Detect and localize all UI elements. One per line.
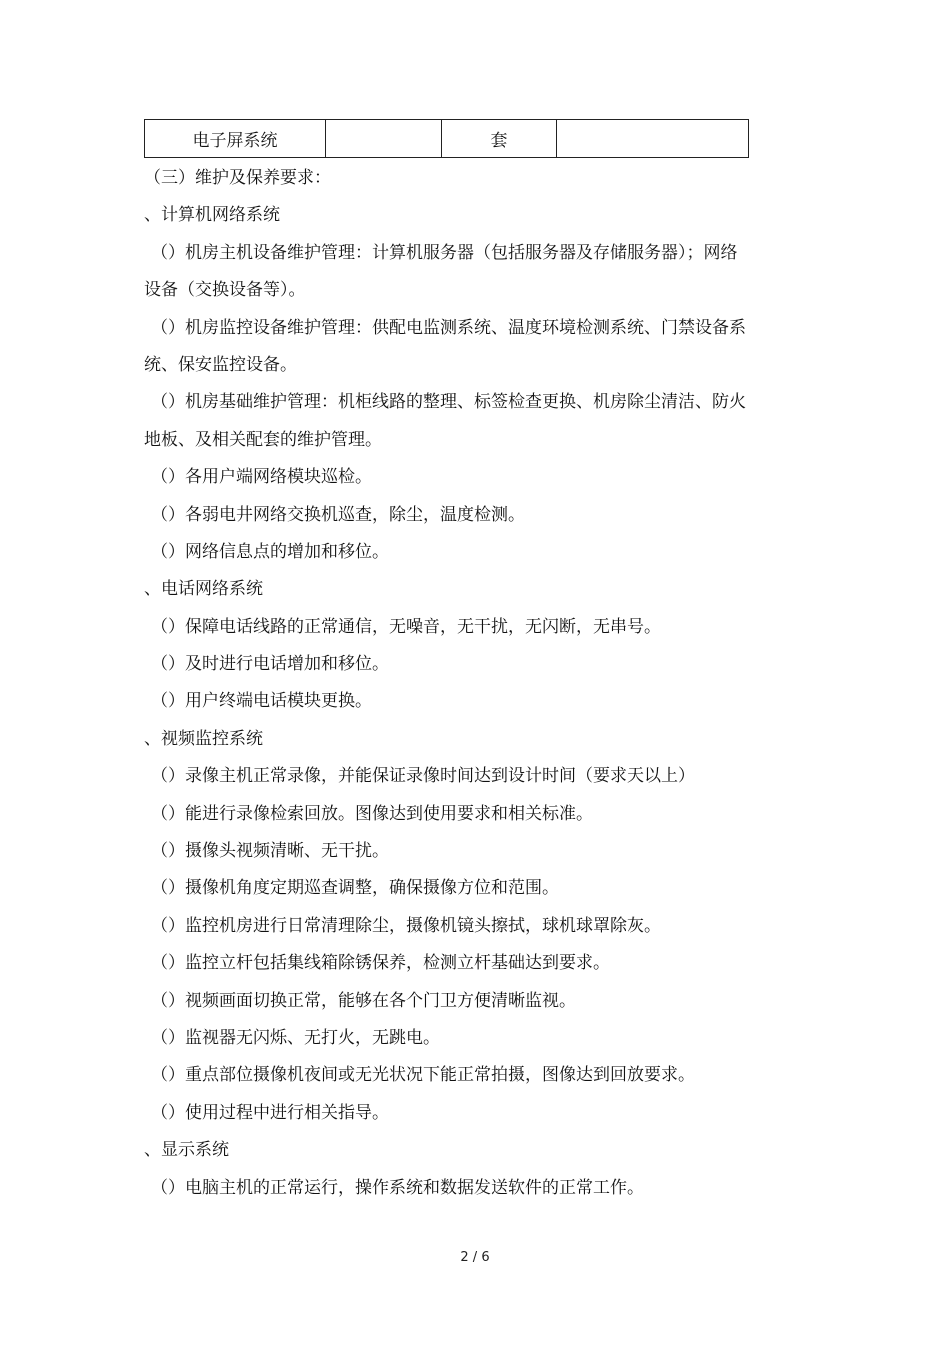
subsection-heading: 、计算机网络系统 (144, 205, 280, 226)
list-item: （）机房主机设备维护管理：计算机服务器（包括服务器及存储服务器）；网络 (151, 242, 738, 263)
list-item: （）监控机房进行日常清理除尘，摄像机镜头擦拭，球机球罩除灰。 (151, 915, 661, 936)
list-item: （）各用户端网络模块巡检。 (151, 467, 372, 488)
table-cell-system-name: 电子屏系统 (145, 120, 326, 158)
list-item: （）使用过程中进行相关指导。 (151, 1102, 389, 1123)
list-item: （）重点部位摄像机夜间或无光状况下能正常拍摄，图像达到回放要求。 (151, 1065, 695, 1086)
list-item: （）能进行录像检索回放。图像达到使用要求和相关标准。 (151, 803, 593, 824)
list-item-continuation: 地板、及相关配套的维护管理。 (144, 429, 382, 450)
list-item: （）及时进行电话增加和移位。 (151, 654, 389, 675)
list-item: （）视频画面切换正常，能够在各个门卫方便清晰监视。 (151, 990, 576, 1011)
list-item-continuation: 设备（交换设备等）。 (144, 280, 306, 301)
section-heading: （三）维护及保养要求： (144, 168, 331, 188)
table-cell-quantity (326, 120, 442, 158)
list-item: （）摄像机角度定期巡查调整，确保摄像方位和范围。 (151, 878, 559, 899)
subsection-heading: 、视频监控系统 (144, 728, 263, 749)
table-cell-remark (557, 120, 749, 158)
table-row (145, 120, 749, 158)
list-item: （）监视器无闪烁、无打火，无跳电。 (151, 1027, 440, 1048)
subsection-heading: 、电话网络系统 (144, 579, 263, 600)
page-number: 2 / 6 (460, 1250, 490, 1265)
list-item: （）电脑主机的正常运行，操作系统和数据发送软件的正常工作。 (151, 1177, 644, 1198)
list-item: （）监控立杆包括集线箱除锈保养，检测立杆基础达到要求。 (151, 953, 610, 974)
list-item: （）摄像头视频清晰、无干扰。 (151, 841, 389, 862)
subsection-heading: 、显示系统 (144, 1140, 229, 1161)
list-item: （）网络信息点的增加和移位。 (151, 541, 389, 562)
document-body (144, 160, 784, 1207)
list-item: （）各弱电井网络交换机巡查，除尘，温度检测。 (151, 504, 525, 525)
list-item: （）保障电话线路的正常通信，无噪音，无干扰，无闪断，无串号。 (151, 616, 661, 637)
list-item: （）机房基础维护管理：机柜线路的整理、标签检查更换、机房除尘清洁、防火 (151, 392, 746, 413)
table-cell-unit: 套 (442, 120, 557, 158)
list-item: （）用户终端电话模块更换。 (151, 691, 372, 712)
equipment-table (144, 119, 749, 158)
list-item-continuation: 统、保安监控设备。 (144, 354, 297, 375)
list-item: （）机房监控设备维护管理：供配电监测系统、温度环境检测系统、门禁设备系 (151, 317, 746, 338)
list-item: （）录像主机正常录像，并能保证录像时间达到设计时间（要求天以上） (151, 766, 695, 787)
